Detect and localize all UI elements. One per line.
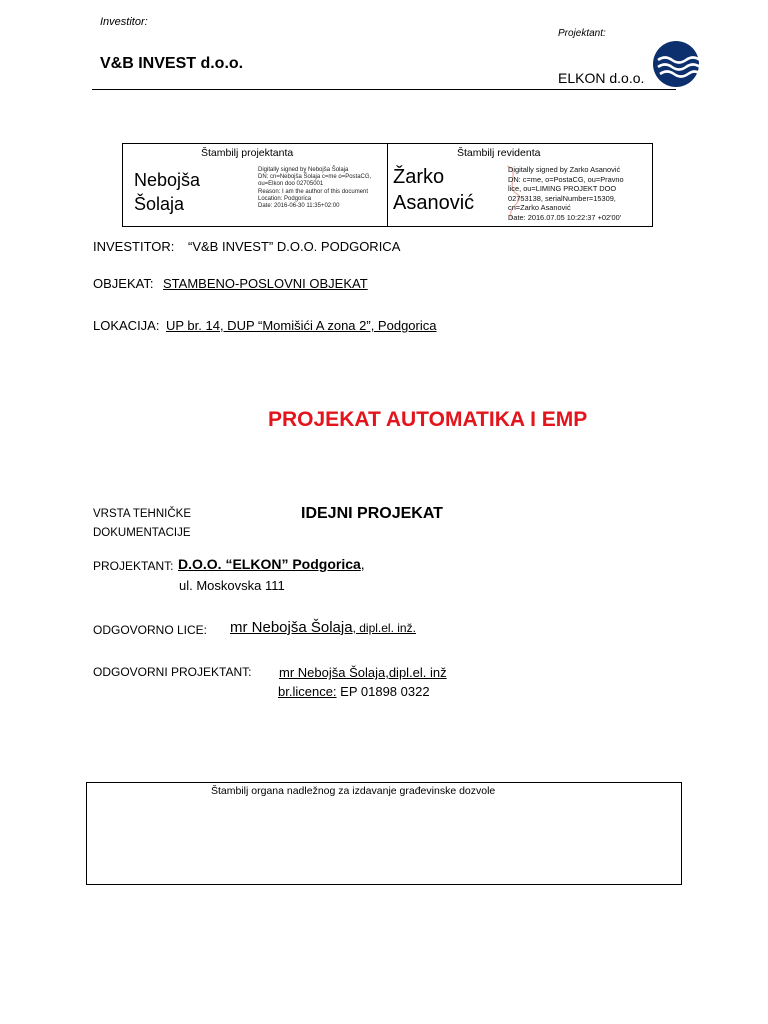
- designer-label: PROJEKTANT:: [93, 559, 174, 573]
- designer-stamp-title: Štambilj projektanta: [201, 147, 294, 159]
- signature-line: Date: 2016-06-30 11:35+02:00: [258, 203, 340, 210]
- doc-type-label-line1: VRSTA TEHNIČKE: [93, 508, 191, 520]
- signature-line: lice, ou=LIMING PROJEKT DOO: [508, 184, 617, 193]
- signature-line: Location: Podgorica: [258, 195, 312, 202]
- responsible-designer-value: mr Nebojša Šolaja,dipl.el. inž: [279, 665, 447, 680]
- license-value: EP 01898 0322: [336, 684, 430, 699]
- signature-line: ou=Elkon doo 02705001: [258, 181, 324, 188]
- signature-line: DN: c=me, o=PostaCG, ou=Pravno: [508, 174, 624, 184]
- designer-value: D.O.O. “ELKON” Podgorica: [178, 556, 361, 572]
- doc-type-label-line2: DOKUMENTACIJE: [93, 527, 191, 539]
- investor-label: INVESTITOR:: [93, 239, 175, 254]
- header-divider: [92, 89, 676, 90]
- responsible-designer-label: ODGOVORNI PROJEKTANT:: [93, 665, 252, 679]
- license-label: br.licence:: [278, 684, 337, 699]
- location-value: UP br. 14, DUP “Momišići A zona 2”, Podgorica: [166, 318, 437, 333]
- investor-value: “V&B INVEST” D.O.O. PODGORICA: [188, 239, 401, 254]
- elkon-logo-icon: [652, 40, 700, 88]
- signature-line: DN: cn=Nebojša Šolaja c=me o=PostaCG,: [258, 174, 372, 181]
- license-line: [278, 684, 430, 699]
- responsible-value-line: [230, 619, 416, 636]
- location-label: LOKACIJA:: [93, 318, 160, 333]
- designer-signature-block: [258, 167, 371, 210]
- stamps-box: [122, 143, 653, 227]
- designer-stamp-last-name: Šolaja: [134, 194, 185, 214]
- signature-line: Date: 2016.07.05 10:22:37 +02'00': [508, 212, 622, 222]
- designer-header-name: ELKON d.o.o.: [558, 70, 645, 86]
- designer-value-line: [178, 556, 365, 572]
- investor-header-label: Investitor:: [100, 16, 148, 28]
- stamps-divider: [387, 144, 388, 226]
- investor-header-name: V&B INVEST d.o.o.: [100, 55, 244, 72]
- responsible-suffix: , dipl.el. inž.: [352, 621, 416, 635]
- responsible-label: ODGOVORNO LICE:: [93, 623, 208, 637]
- designer-value-comma: ,: [360, 556, 365, 572]
- reviewer-signature-block: [508, 165, 624, 222]
- designer-stamp-first-name: Nebojša: [134, 170, 201, 190]
- designer-address: ul. Moskovska 111: [179, 578, 285, 593]
- responsible-value: mr Nebojša Šolaja: [230, 619, 353, 636]
- permit-stamp-box: [86, 782, 682, 885]
- signature-line: Reason: I am the author of this document: [258, 188, 369, 195]
- reviewer-stamp-last-name: Asanović: [393, 192, 475, 214]
- designer-header-label: Projektant:: [558, 28, 606, 39]
- reviewer-stamp-title: Štambilj revidenta: [457, 147, 541, 159]
- reviewer-stamp-first-name: Žarko: [393, 166, 445, 188]
- signature-line: 02753138, serialNumber=15309,: [508, 193, 616, 203]
- signature-line: cn=Zarko Asanović: [508, 203, 571, 212]
- permit-stamp-title: Štambilj organa nadležnog za izdavanje građevinske dozvole: [211, 785, 496, 797]
- signature-line: Digitally signed by Nebojša Šolaja: [258, 167, 349, 173]
- doc-type-value: IDEJNI PROJEKAT: [301, 505, 443, 522]
- object-value: STAMBENO-POSLOVNI OBJEKAT: [163, 276, 368, 291]
- signature-line: Digitally signed by Zarko Asanović: [508, 165, 621, 174]
- object-label: OBJEKAT:: [93, 276, 154, 291]
- document-title: PROJEKAT AUTOMATIKA I EMP: [268, 408, 588, 431]
